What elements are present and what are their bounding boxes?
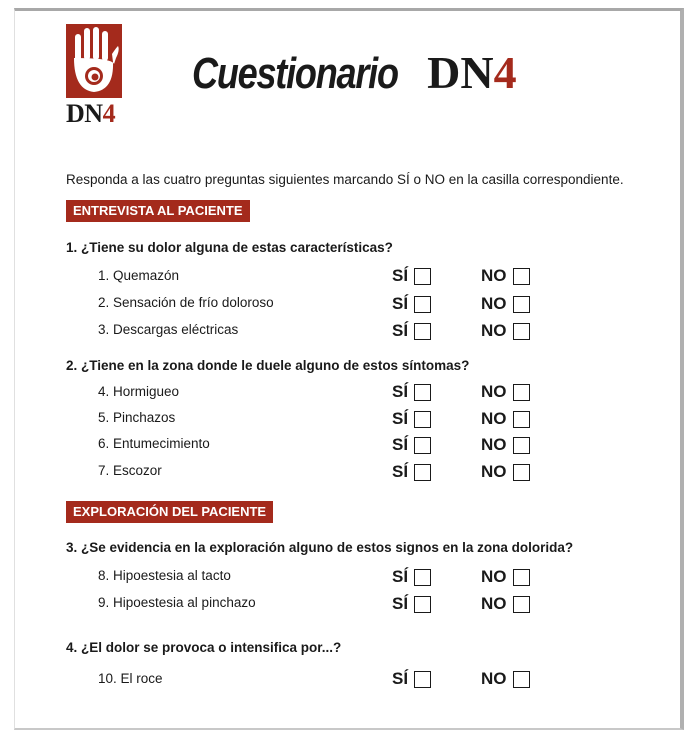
no-checkbox[interactable] bbox=[513, 384, 530, 401]
item-label: 9. Hipoestesia al pinchazo bbox=[98, 595, 256, 610]
yes-option[interactable]: SÍ bbox=[392, 294, 431, 314]
yes-option[interactable]: SÍ bbox=[392, 321, 431, 341]
no-option[interactable]: NO bbox=[481, 435, 530, 455]
yes-option[interactable]: SÍ bbox=[392, 669, 431, 689]
yes-option[interactable]: SÍ bbox=[392, 409, 431, 429]
no-checkbox[interactable] bbox=[513, 596, 530, 613]
yes-option[interactable]: SÍ bbox=[392, 594, 431, 614]
no-option[interactable]: NO bbox=[481, 266, 530, 286]
question-3: 3. ¿Se evidencia en la exploración alguno de estos signos en la zona dolorida? bbox=[66, 540, 574, 555]
section-header-entrevista: ENTREVISTA AL PACIENTE bbox=[66, 200, 250, 222]
no-checkbox[interactable] bbox=[513, 464, 530, 481]
no-checkbox[interactable] bbox=[513, 671, 530, 688]
yes-checkbox[interactable] bbox=[414, 569, 431, 586]
item-label: 6. Entumecimiento bbox=[98, 436, 210, 451]
no-checkbox[interactable] bbox=[513, 437, 530, 454]
yes-checkbox[interactable] bbox=[414, 596, 431, 613]
yes-checkbox[interactable] bbox=[414, 323, 431, 340]
no-checkbox[interactable] bbox=[513, 296, 530, 313]
section-header-exploracion: EXPLORACIÓN DEL PACIENTE bbox=[66, 501, 273, 523]
no-checkbox[interactable] bbox=[513, 411, 530, 428]
hand-icon bbox=[66, 24, 122, 98]
page-title bbox=[192, 48, 517, 99]
yes-checkbox[interactable] bbox=[414, 268, 431, 285]
no-option[interactable]: NO bbox=[481, 409, 530, 429]
no-option[interactable]: NO bbox=[481, 294, 530, 314]
question-2: 2. ¿Tiene en la zona donde le duele alguno de estos síntomas? bbox=[66, 358, 470, 373]
yes-option[interactable]: SÍ bbox=[392, 567, 431, 587]
question-1: 1. ¿Tiene su dolor alguna de estas características? bbox=[66, 240, 393, 255]
dn4-logo bbox=[66, 24, 124, 128]
no-checkbox[interactable] bbox=[513, 569, 530, 586]
no-option[interactable]: NO bbox=[481, 567, 530, 587]
yes-option[interactable]: SÍ bbox=[392, 266, 431, 286]
logo-text: DN4 bbox=[66, 99, 116, 128]
yes-checkbox[interactable] bbox=[414, 411, 431, 428]
yes-checkbox[interactable] bbox=[414, 671, 431, 688]
title-word: Cuestionario bbox=[192, 49, 398, 98]
item-label: 1. Quemazón bbox=[98, 268, 180, 283]
item-label: 5. Pinchazos bbox=[98, 410, 176, 425]
item-label: 8. Hipoestesia al tacto bbox=[98, 568, 231, 583]
yes-checkbox[interactable] bbox=[414, 384, 431, 401]
no-option[interactable]: NO bbox=[481, 669, 530, 689]
yes-option[interactable]: SÍ bbox=[392, 382, 431, 402]
item-label: 2. Sensación de frío doloroso bbox=[98, 295, 274, 310]
item-label: 4. Hormigueo bbox=[98, 384, 180, 399]
yes-checkbox[interactable] bbox=[414, 437, 431, 454]
yes-option[interactable]: SÍ bbox=[392, 462, 431, 482]
no-checkbox[interactable] bbox=[513, 323, 530, 340]
item-label: 7. Escozor bbox=[98, 463, 162, 478]
item-label: 3. Descargas eléctricas bbox=[98, 322, 239, 337]
instructions-text: Responda a las cuatro preguntas siguientes marcando SÍ o NO en la casilla correspondiente. bbox=[66, 172, 624, 187]
no-option[interactable]: NO bbox=[481, 382, 530, 402]
title-brand: DN4 bbox=[427, 47, 517, 98]
yes-checkbox[interactable] bbox=[414, 464, 431, 481]
item-label: 10. El roce bbox=[98, 671, 163, 686]
no-option[interactable]: NO bbox=[481, 321, 530, 341]
question-4: 4. ¿El dolor se provoca o intensifica por...? bbox=[66, 640, 342, 655]
yes-option[interactable]: SÍ bbox=[392, 435, 431, 455]
no-option[interactable]: NO bbox=[481, 594, 530, 614]
no-checkbox[interactable] bbox=[513, 268, 530, 285]
yes-checkbox[interactable] bbox=[414, 296, 431, 313]
no-option[interactable]: NO bbox=[481, 462, 530, 482]
